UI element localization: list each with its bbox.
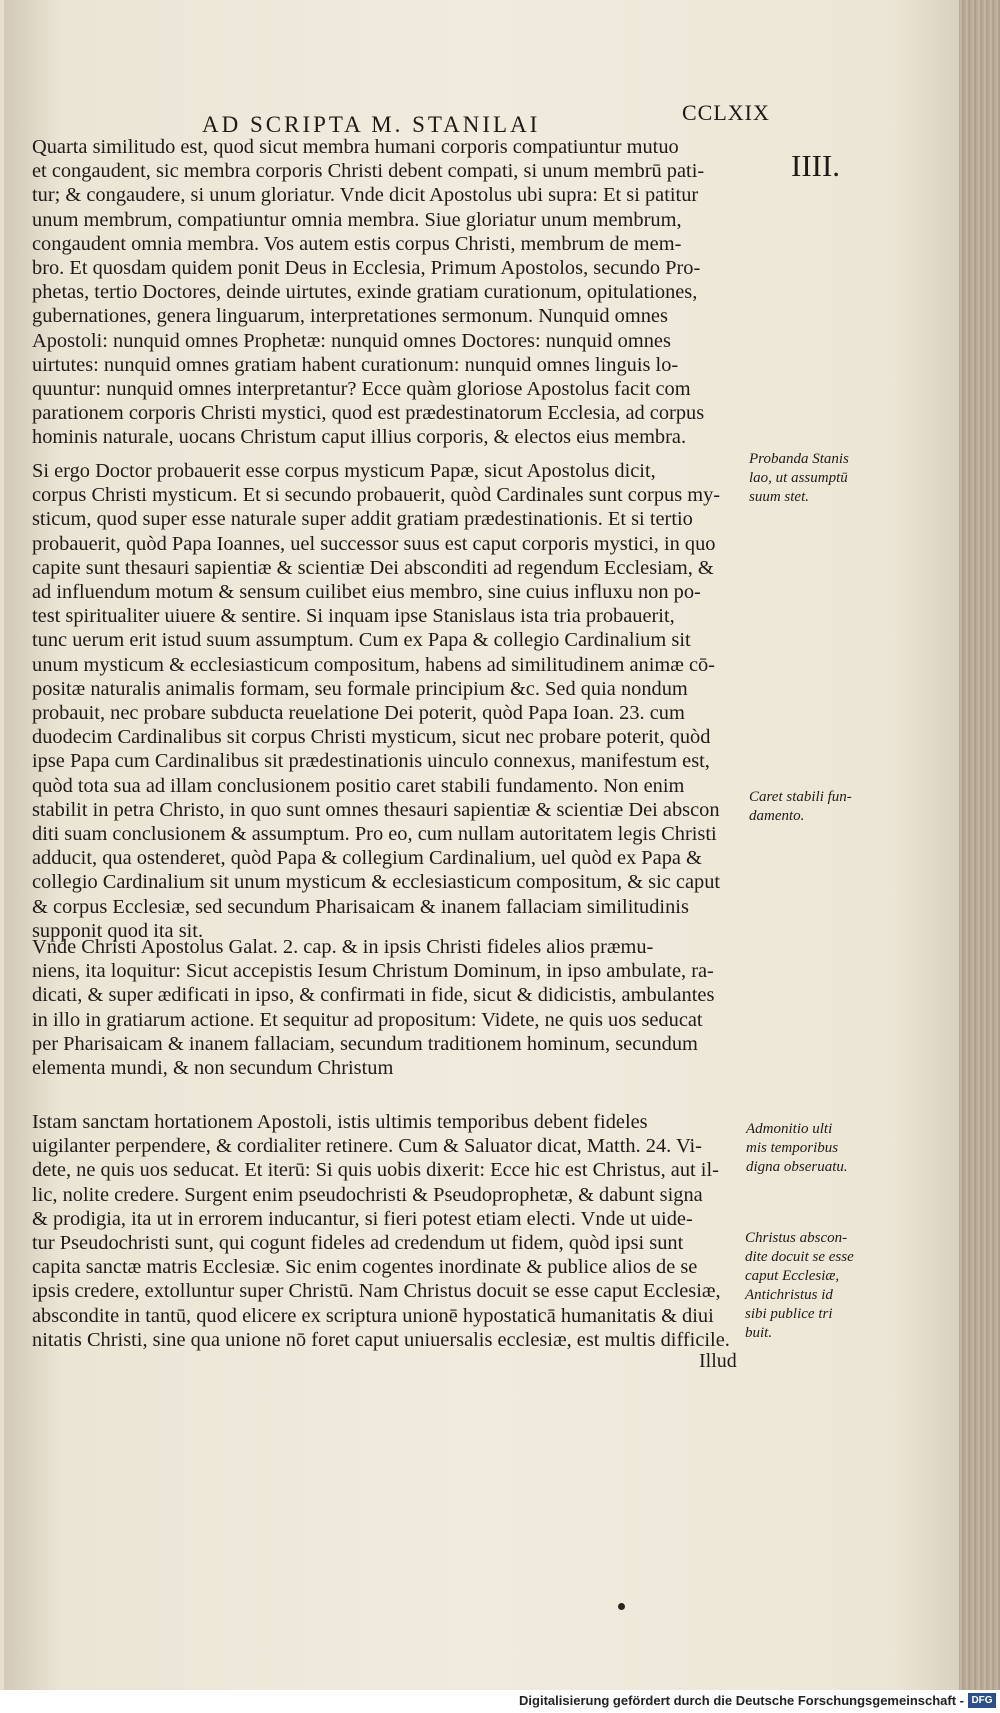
text-line: sibi publice tri <box>745 1306 833 1322</box>
text-line: probauit, nec probare subducta reuelatione Dei poterit, quòd Papa Ioan. 23. cum <box>32 702 685 725</box>
text-line: ad influendum motum & sensum cuilibet eius membro, sine cuius influxu non po- <box>32 581 701 604</box>
text-line: ipse Papa cum Cardinalibus sit prædestinationis uinculo connexus, manifestum est, <box>32 750 710 773</box>
paragraph-1 <box>32 135 704 450</box>
text-line: test spiritualiter uiuere & sentire. Si inquam ipse Stanislaus ista tria probauerit, <box>32 605 675 628</box>
text-line: elementa mundi, & non secundum Christum <box>32 1057 394 1080</box>
text-line: supponit quod ita sit. <box>32 919 204 942</box>
text-line: duodecim Cardinalibus sit corpus Christi mysticum, sicut nec probare poterit, quòd <box>32 726 711 749</box>
text-line: Istam sanctam hortationem Apostoli, istis ultimis temporibus debent fideles <box>32 1111 648 1133</box>
text-line: ipsis credere, extolluntur super Christū. Nam Christus docuit se esse caput Ecclesiæ, <box>32 1280 721 1303</box>
text-line: phetas, tertio Doctores, deinde uirtutes, exinde gratiam curationum, opitulationes, <box>32 281 698 304</box>
text-line: Vnde Christi Apostolus Galat. 2. cap. & in ipsis Christi fideles alios præmu- <box>32 936 654 958</box>
text-line: dite docuit se esse <box>745 1249 854 1265</box>
text-line: corpus Christi mysticum. Et si secundo probauerit, quòd Cardinales sunt corpus my- <box>32 484 721 507</box>
margin-note-2 <box>749 788 852 826</box>
text-line: gubernationes, genera linguarum, interpretationes sermonum. Nunquid omnes <box>32 305 668 328</box>
footer-credit: Digitalisierung gefördert durch die Deutsche Forschungsgemeinschaft - <box>519 1693 964 1708</box>
text-line: hominis naturale, uocans Christum caput illius corporis, & electos eius membra. <box>32 426 687 449</box>
margin-note-1 <box>749 450 849 507</box>
text-line: lic, nolite credere. Surgent enim pseudochristi & Pseudoprophetæ, & dabunt signa <box>32 1183 703 1206</box>
text-line: uirtutes: nunquid omnes gratiam habent curationum: nunquid omnes linguis lo- <box>32 353 679 376</box>
text-line: dicati, & super ædificati in ipso, & confirmati in fide, sicut & didicistis, ambulantes <box>32 984 715 1007</box>
paper-page <box>4 0 959 1713</box>
margin-note-3 <box>746 1120 848 1177</box>
text-line: capita sanctæ matris Ecclesiæ. Sic enim cogentes inordinate & publice alios de se <box>32 1256 698 1279</box>
margin-note-4 <box>745 1229 854 1343</box>
text-line: diti suam conclusionem & assumptum. Pro eo, cum nullam autoritatem legis Christi <box>32 823 717 846</box>
dfg-logo: DFG <box>968 1693 996 1708</box>
text-line: Christus abscon- <box>745 1230 848 1246</box>
text-line: sticum, quod super esse naturale super addit gratiam prædestinationis. Et si tertio <box>32 508 693 531</box>
text-line: Apostoli: nunquid omnes Prophetæ: nunquid omnes Doctores: nunquid omnes <box>32 329 671 352</box>
paragraph-4 <box>32 1110 730 1352</box>
text-line: collegio Cardinalium sit unum mysticum & ecclesiasticum compositum, & sic caput <box>32 871 721 894</box>
text-line: quuntur: nunquid omnes interpretantur? Ecce quàm gloriose Apostolus facit com <box>32 378 691 401</box>
text-line: quòd tota sua ad illam conclusionem positio caret stabili fundamento. Non enim <box>32 774 685 797</box>
text-line: suum stet. <box>749 489 809 505</box>
text-line: per Pharisaicam & inanem fallaciam, secundum traditionem hominum, secundum <box>32 1032 698 1055</box>
ink-spot <box>618 1603 625 1610</box>
text-line: unum mysticum & ecclesiasticum compositum, habens ad similitudinem animæ cō- <box>32 653 715 676</box>
text-line: uigilanter perpendere, & cordialiter retinere. Cum & Saluator dicat, Matth. 24. Vi- <box>32 1135 702 1158</box>
digitization-footer-bar <box>0 1690 1000 1713</box>
text-line: bro. Et quosdam quidem ponit Deus in Ecclesia, Primum Apostolos, secundo Pro- <box>32 257 701 280</box>
text-line: & prodigia, ita ut in errorem inducantur, si fieri potest etiam electi. Vnde ut uide- <box>32 1207 693 1230</box>
paragraph-3 <box>32 935 714 1080</box>
text-line: caput Ecclesiæ, <box>745 1268 840 1284</box>
text-line: Admonitio ulti <box>746 1121 833 1137</box>
catchword: Illud <box>699 1350 737 1372</box>
signature-mark: IIII. <box>791 148 841 183</box>
text-line: congaudent omnia membra. Vos autem estis corpus Christi, membrum de mem- <box>32 232 682 255</box>
text-line: & corpus Ecclesiæ, sed secundum Pharisaicam & inanem fallaciam similitudinis <box>32 895 689 918</box>
text-line: damento. <box>749 808 805 824</box>
text-line: Caret stabili fun- <box>749 789 852 805</box>
text-line: tur; & congaudere, si unum gloriatur. Vnde dicit Apostolus ubi supra: Et si patitur <box>32 184 699 207</box>
text-line: tur Pseudochristi sunt, qui cogunt fideles ad credendum ut fidem, quòd ipsi sunt <box>32 1232 684 1255</box>
text-line: Quarta similitudo est, quod sicut membra humani corporis compatiuntur mutuo <box>32 136 679 158</box>
text-line: in illo in gratiarum actione. Et sequitur ad propositum: Videte, ne quis uos seducat <box>32 1008 703 1031</box>
text-line: unum membrum, compatiuntur omnia membra. Siue gloriatur unum membrum, <box>32 208 682 231</box>
text-line: stabilit in petra Christo, in quo sunt omnes thesauri sapientiæ & scientiæ Dei abscon <box>32 798 720 821</box>
text-line: capite sunt thesauri sapientiæ & scientiæ Dei absconditi ad regendum Ecclesiam, & <box>32 556 714 579</box>
folio-number: CCLXIX <box>682 100 770 125</box>
text-line: et congaudent, sic membra corporis Christi debent compati, si unum membrū pati- <box>32 160 705 183</box>
text-line: dete, ne quis uos seducat. Et iterū: Si quis uobis dixerit: Ecce hic est Christus, aut il- <box>32 1159 719 1182</box>
text-line: probauerit, quòd Papa Ioannes, uel successor suus est caput corporis mystici, in quo <box>32 532 716 555</box>
running-head: AD SCRIPTA M. STANILAI <box>202 112 541 137</box>
text-line: digna obseruatu. <box>746 1159 848 1175</box>
text-line: Antichristus id <box>745 1287 833 1303</box>
text-line: nitatis Christi, sine qua unione nō foret caput uniuersalis ecclesiæ, est multis difficile. <box>32 1328 730 1351</box>
paragraph-2 <box>32 459 720 943</box>
text-line: tunc uerum erit istud suum assumptum. Cum ex Papa & collegio Cardinalium sit <box>32 629 691 652</box>
page-edge-stack <box>959 0 1000 1690</box>
text-line: abscondite in tantū, quod elicere ex scriptura unionē hypostaticā humanitatis & diui <box>32 1304 714 1327</box>
text-line: parationem corporis Christi mystici, quod est prædestinatorum Ecclesia, ad corpus <box>32 402 705 425</box>
text-line: adducit, qua ostenderet, quòd Papa & collegium Cardinalium, uel quòd ex Papa & <box>32 847 702 870</box>
text-line: positæ naturalis animalis formam, seu formale principium &c. Sed quia nondum <box>32 677 688 700</box>
text-line: Probanda Stanis <box>749 451 849 467</box>
text-line: buit. <box>745 1325 773 1341</box>
text-line: lao, ut assumptū <box>749 470 848 486</box>
text-line: mis temporibus <box>746 1140 839 1156</box>
text-line: niens, ita loquitur: Sicut accepistis Iesum Christum Dominum, in ipso ambulate, ra- <box>32 960 714 983</box>
text-line: Si ergo Doctor probauerit esse corpus mysticum Papæ, sicut Apostolus dicit, <box>32 460 656 482</box>
